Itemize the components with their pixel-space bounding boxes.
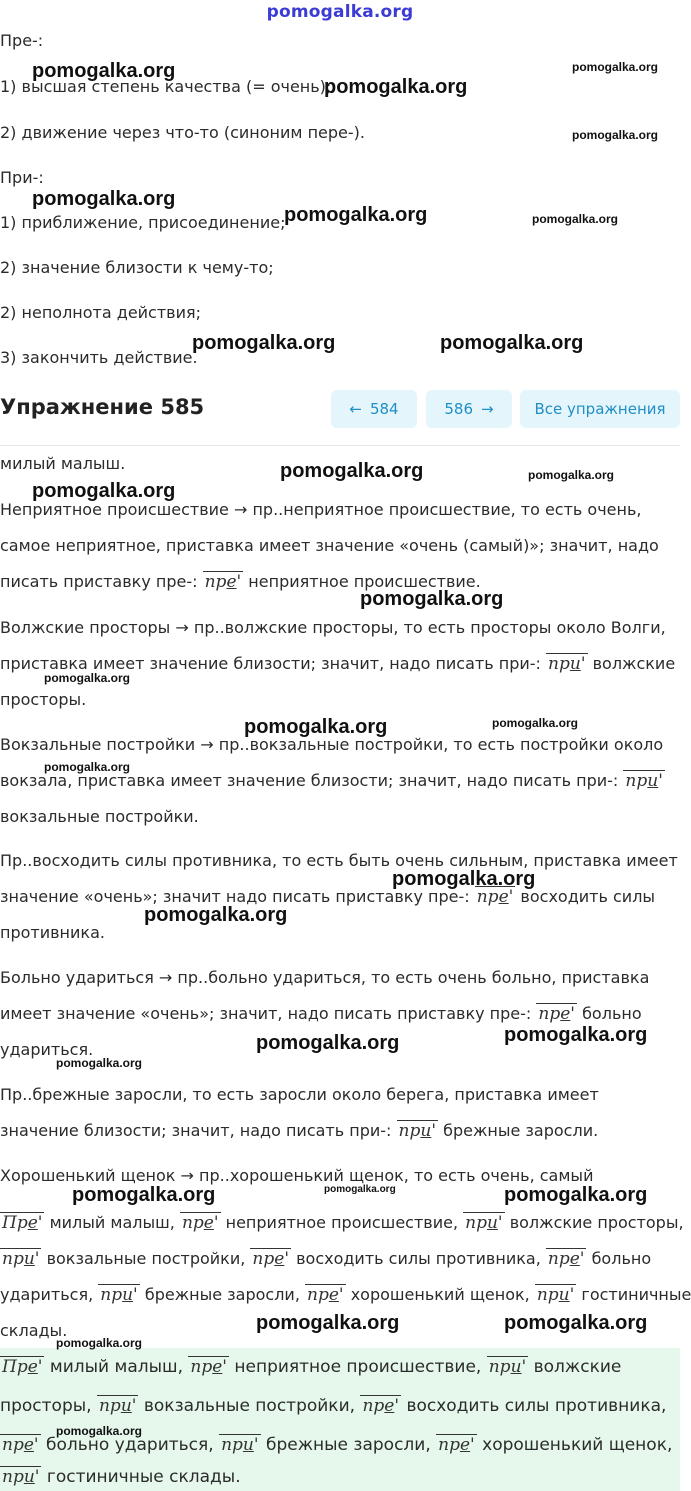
watermark: pomogalka.org — [32, 60, 176, 82]
explanation-line: противника. — [0, 923, 105, 942]
exercise-header — [0, 390, 680, 430]
prefix-pri-mark: при' — [536, 1285, 575, 1305]
explanation-line: милый малыш. — [0, 454, 126, 473]
explanation-line: имеет значение «очень»; значит, надо писать приставку пре-: пре' больно — [0, 1004, 642, 1024]
prefix-pri-mark: при' — [548, 654, 586, 674]
watermark: pomogalka.org — [504, 1184, 648, 1206]
all-exercises-button[interactable] — [520, 390, 680, 428]
explanation-line: самое неприятное, приставка имеет значение «очень (самый)»; значит, надо — [0, 536, 659, 555]
prefix-pri-mark: при' — [488, 1357, 527, 1377]
watermark: pomogalka.org — [360, 588, 504, 610]
theory-pri-1: 1) приближение, присоединение; — [0, 213, 286, 232]
answer-line: при' гостиничные склады. — [2, 1467, 241, 1487]
watermark: pomogalka.org — [504, 1312, 648, 1334]
watermark: pomogalka.org — [532, 212, 619, 226]
prefix-pre-mark: пре' — [438, 1435, 475, 1455]
watermark: pomogalka.org — [56, 1336, 143, 1350]
watermark: pomogalka.org — [392, 868, 536, 890]
explanation-line: Пр..брежные заросли, то есть заросли около берега, приставка имеет — [0, 1085, 599, 1104]
watermark: pomogalka.org — [56, 1424, 143, 1438]
summary-line: склады. — [0, 1321, 68, 1340]
theory-pri-4: 3) закончить действие. — [0, 348, 198, 367]
watermark: pomogalka.org — [324, 76, 468, 98]
watermark: pomogalka.org — [192, 332, 336, 354]
explanation-line: Неприятное происшествие → пр..неприятное происшествие, то есть очень, — [0, 500, 642, 519]
prev-exercise-label: 584 — [369, 400, 399, 418]
theory-pre-1: 1) высшая степень качества (= очень); — [0, 77, 332, 96]
arrow-right-icon: → — [481, 400, 494, 418]
theory-pre-2: 2) движение через что-то (синоним пере-). — [0, 123, 365, 142]
prefix-pri-mark: при' — [2, 1467, 40, 1487]
theory-pri-title: При-: — [0, 168, 44, 187]
answer-line: Пре' милый малыш, пре' неприятное происшествие, при' волжские — [2, 1357, 622, 1377]
watermark: pomogalka.org — [56, 1056, 143, 1070]
prefix-pre-mark: пре' — [538, 1004, 575, 1024]
answer-line: просторы, при' вокзальные постройки, пре' восходить силы противника, — [0, 1396, 667, 1416]
watermark: pomogalka.org — [256, 1032, 400, 1054]
summary-line: Пре' милый малыш, пре' неприятное происшествие, при' волжские просторы, — [2, 1213, 684, 1233]
answer-line: пре' больно удариться, при' брежные заросли, пре' хорошенький щенок, — [2, 1435, 673, 1455]
prefix-pre-mark: пре' — [362, 1396, 400, 1416]
theory-pre-title: Пре-: — [0, 31, 44, 50]
explanation-line: значение «очень»; значит надо писать приставку пре-: пре' восходить силы — [0, 887, 656, 907]
summary-line: при' вокзальные постройки, пре' восходить силы противника, пре' больно — [2, 1249, 652, 1269]
exercise-title: Упражнение 585 — [0, 395, 205, 419]
watermark: pomogalka.org — [284, 204, 428, 226]
arrow-left-icon: ← — [349, 400, 362, 418]
explanation-line: Пр..восходить силы противника, то есть быть очень сильным, приставка имеет — [0, 851, 678, 870]
explanation-line: просторы. — [0, 690, 87, 709]
explanation-line: Волжские просторы → пр..волжские просторы, то есть просторы около Волги, — [0, 618, 666, 637]
watermark: pomogalka.org — [504, 1024, 648, 1046]
prefix-pre-mark: Пре' — [2, 1357, 43, 1377]
prefix-pre-mark: пре' — [181, 1213, 219, 1233]
next-exercise-button[interactable] — [426, 390, 512, 428]
watermark: pomogalka.org — [280, 460, 424, 482]
prefix-pre-mark: пре' — [190, 1357, 227, 1377]
prev-exercise-button[interactable] — [331, 390, 417, 428]
watermark: pomogalka.org — [44, 760, 131, 774]
next-exercise-label: 586 — [444, 400, 474, 418]
explanation-line: вокзальные постройки. — [0, 807, 199, 826]
watermark: pomogalka.org — [32, 480, 176, 502]
prefix-pre-mark: пре' — [476, 887, 514, 907]
answer-block — [0, 1348, 680, 1491]
prefix-pri-mark: при' — [625, 771, 663, 791]
watermark: pomogalka.org — [32, 188, 176, 210]
prefix-pri-mark: при' — [2, 1249, 40, 1269]
all-exercises-label: Все упражнения — [534, 400, 666, 418]
explanation-line: удариться. — [0, 1040, 94, 1059]
prefix-pri-mark: при' — [398, 1121, 437, 1141]
theory-pri-3: 2) неполнота действия; — [0, 303, 202, 322]
watermark: pomogalka.org — [324, 1184, 396, 1195]
watermark: pomogalka.org — [256, 1312, 400, 1334]
watermark: pomogalka.org — [244, 716, 388, 738]
prefix-pre-mark: пре' — [307, 1285, 344, 1305]
watermark: pomogalka.org — [44, 671, 131, 685]
summary-line: удариться, при' брежные заросли, пре' хорошенький щенок, при' гостиничные — [0, 1285, 691, 1305]
prefix-pre-mark: пре' — [2, 1435, 39, 1455]
explanation-line: значение близости; значит, надо писать при-: при' брежные заросли. — [0, 1121, 599, 1141]
site-logo[interactable]: pomogalka.org — [266, 2, 414, 22]
header-divider — [0, 445, 680, 446]
theory-pri-2: 2) значение близости к чему-то; — [0, 258, 274, 277]
prefix-pri-mark: при' — [98, 1396, 137, 1416]
prefix-pri-mark: при' — [100, 1285, 138, 1305]
watermark: pomogalka.org — [144, 904, 288, 926]
prefix-pre-mark: пре' — [252, 1249, 289, 1269]
explanation-line: Вокзальные постройки → пр..вокзальные постройки, то есть постройки около — [0, 735, 664, 754]
watermark: pomogalka.org — [528, 468, 615, 482]
explanation-line: Больно удариться → пр..больно удариться, то есть очень больно, приставка — [0, 968, 650, 987]
prefix-pre-mark: Пре' — [2, 1213, 43, 1233]
explanation-line: Хорошенький щенок → пр..хорошенький щенок, то есть очень, самый — [0, 1166, 594, 1185]
prefix-pre-mark: пре' — [204, 572, 242, 592]
explanation-line: приставка имеет значение близости; значит, надо писать при-: при' волжские — [0, 654, 676, 674]
explanation-line: писать приставку пре-: пре' неприятное происшествие. — [0, 572, 481, 592]
prefix-pri-mark: при' — [465, 1213, 503, 1233]
watermark: pomogalka.org — [72, 1184, 216, 1206]
watermark: pomogalka.org — [572, 128, 659, 142]
watermark: pomogalka.org — [440, 332, 584, 354]
prefix-pri-mark: при' — [221, 1435, 259, 1455]
watermark: pomogalka.org — [572, 60, 659, 74]
watermark: pomogalka.org — [492, 716, 579, 730]
prefix-pre-mark: пре' — [547, 1249, 585, 1269]
explanation-line: вокзала, приставка имеет значение близости; значит, надо писать при-: при' — [0, 771, 663, 791]
